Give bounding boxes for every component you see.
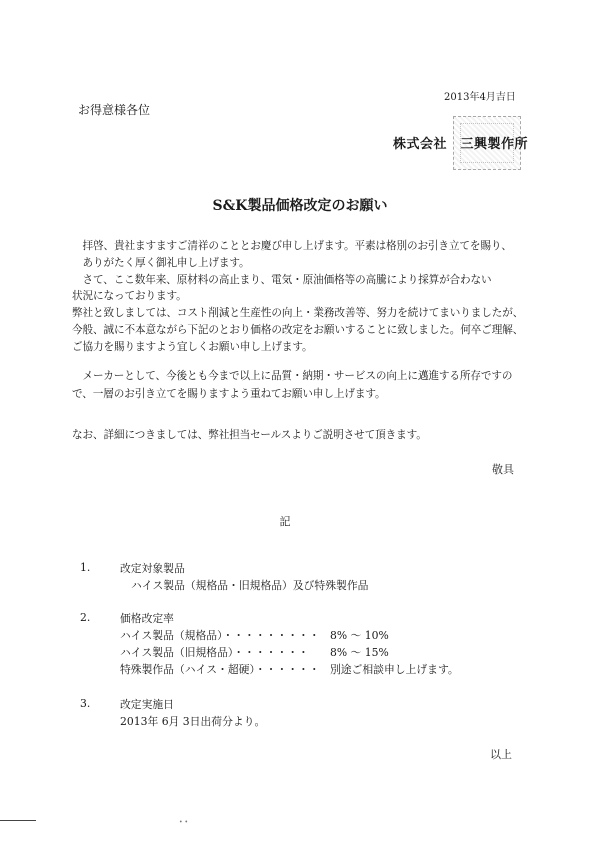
document-date: 2013年4月吉日 [444, 92, 516, 103]
rate-label: 特殊製作品（ハイス・超硬）・・・・・・ [120, 663, 320, 676]
section-item: ハイス製品（規格品・旧規格品）及び特殊製作品 [131, 579, 369, 592]
body-line: ありがたく厚く御礼申し上げます。 [72, 257, 250, 269]
body-line: ご協力を賜りますよう宜しくお願い申し上げます。 [72, 341, 313, 353]
rate-value: 8% 〜 10% [330, 629, 389, 642]
recipient: お得意様各位 [78, 103, 151, 117]
section-number: 3. [80, 697, 91, 710]
document-title: S&K製品価格改定のお願い [212, 198, 388, 214]
rate-label: ハイス製品（規格品）・・・・・・・・・ [120, 629, 320, 642]
body-line: なお、詳細につきましては、弊社担当セールスよりご説明させて頂きます。 [72, 429, 427, 441]
body-line: 今般、誠に不本意ながら下記のとおり価格の改定をお願いすることに致しました。何卒ご理解、 [72, 324, 524, 336]
closing-ijou: 以上 [490, 748, 512, 761]
body-line: 状況になっております。 [72, 290, 187, 302]
rate-value: 8% 〜 15% [330, 646, 389, 659]
section-title: 改定対象製品 [120, 562, 185, 575]
section-title: 改定実施日 [120, 698, 174, 711]
rate-label: ハイス製品（旧規格品）・・・・・・・ [120, 646, 309, 659]
closing-keigu: 敬具 [492, 463, 514, 476]
body-line: さて、ここ数年来、原材料の高止まり、電気・原油価格等の高騰により採算が合わない [72, 274, 492, 286]
body-line: メーカーとして、今後とも今まで以上に品質・納期・サービスの向上に邁進する所存ですの [72, 370, 513, 382]
body-line: 弊社と致しましては、コスト削減と生産性の向上・業務改善等、努力を続けてまいりましたが、 [72, 307, 524, 319]
rate-value: 別途ご相談申し上げます。 [330, 663, 459, 676]
section-number: 1. [80, 561, 91, 574]
section-item: 2013年 6月 3日出荷分より。 [120, 715, 266, 728]
body-line: 拝啓、貴社ますますご清祥のこととお慶び申し上げます。平素は格別のお引き立てを賜り、 [72, 240, 512, 252]
company-name: 株式会社 三興製作所 [393, 137, 529, 152]
section-number: 2. [80, 611, 91, 624]
section-title: 価格改定率 [120, 612, 174, 625]
scan-edge-line [0, 820, 36, 821]
scan-artifact: • • [179, 819, 188, 826]
ki-heading: 記 [279, 515, 291, 528]
body-line: で、一層のお引き立てを賜りますよう重ねてお願い申し上げます。 [72, 388, 386, 400]
